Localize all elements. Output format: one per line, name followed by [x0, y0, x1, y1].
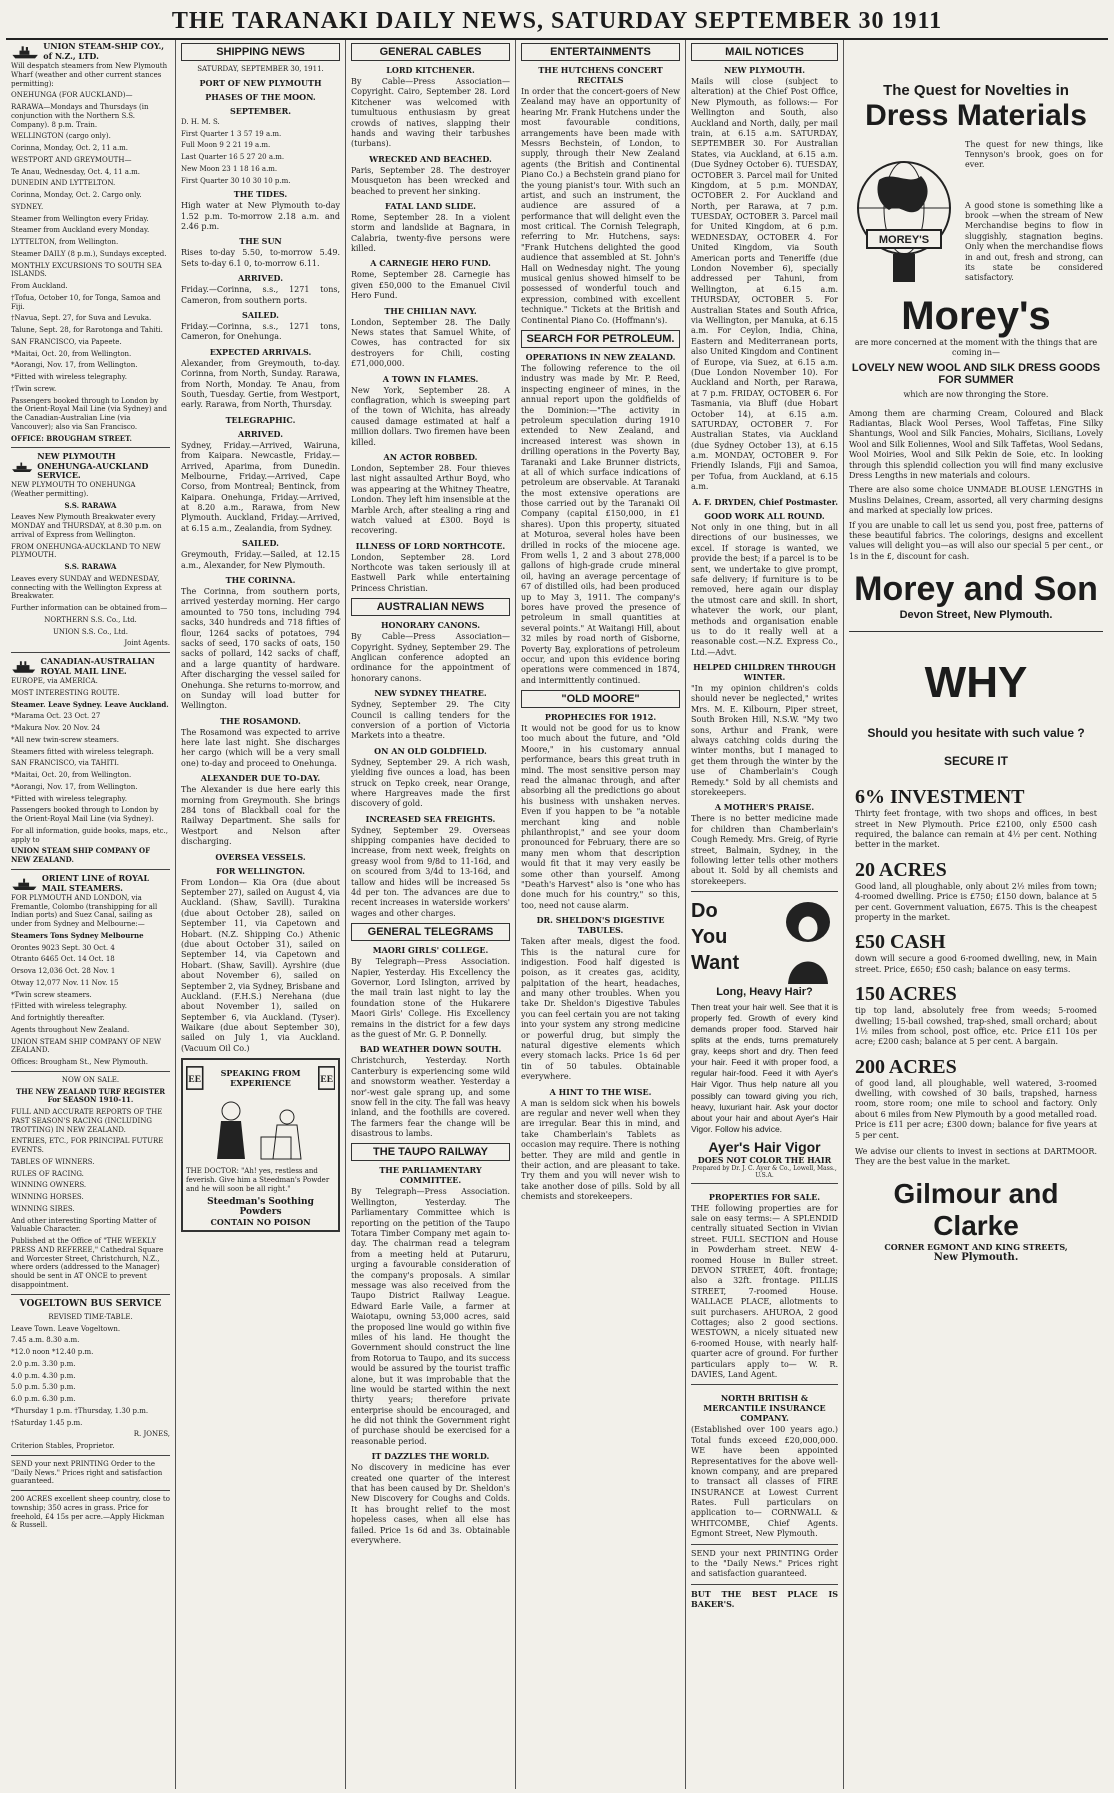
svg-text:EE: EE — [188, 1074, 202, 1086]
taupo-subheading: THE PARLIAMENTARY COMMITTEE. — [379, 1165, 482, 1186]
hair-want: Want — [691, 952, 740, 975]
mail-text: Mails will close (subject to alteration) at the Chief Post Office, New Plymouth, as follows:— For Wellington and South, also Auckland and North, daily, per mail train, at 6.15 a.m. SATURDAY, SEPTEMBER 30. For Australian States, via Auckland, at 6.15 a.m. (Due Sydney October 6). TUESDAY, OCTOBER 3. Parcel mail for United Kingdom, at 5 p.m. MONDAY, OCTOBER 2. For Auckland and North, per Rarawa, at 7 p.m. TUESDAY, OCTOBER 3. Parcel mail for United Kingdom, at 6 p.m. WEDNESDAY, OCTOBER 4. For United Kingdom, via South American ports and Teneriffe (due London November 6), specially addressed per Tahuni, from Wellington, at 6.15 a.m. THURSDAY, OCTOBER 5. For Australian States and South Africa, via Wellington, per Manuka, at 6.15 a.m. For Ceylon, India, China, Eastern and Mediterranean ports, also United Kingdom and Continent of Europe, via Suez, at 6.15 a.m. (Due London November 10). For Auckland and North, per Rarawa, at 7 p.m. FRIDAY, OCTOBER 6. For Tasmania, via Bluff (due Hobart October 14), at 6.15 a.m. SATURDAY, OCTOBER 7. For Australian States, via Auckland (due Sydney October 13), at 6.15 a.m. MONDAY, OCTOBER 9. For Friendly Islands, Fiji and Samoa, per Tofua, from Auckland, at 6.15 a.m. — [691, 77, 838, 492]
mail-notices-header: MAIL NOTICES — [691, 43, 838, 61]
weather-text: Christchurch, Yesterday. North Canterbury is experiencing some wild and snowstorm weather. Yesterday a nor'-west gale sprang up, and some snow fell in the city. The fall was heavy inland, and the foothills are covered. The farmers fear the change will be disastrous to lambs. — [351, 1056, 510, 1139]
union-line: From Auckland. — [11, 282, 68, 290]
onehunga-line: FROM ONEHUNGA-AUCKLAND TO NEW PLYMOUTH. — [11, 542, 161, 560]
union-line: Corinna, Monday, Oct. 2, 11 a.m. — [11, 144, 129, 152]
investment-text: Thirty feet frontage, with two shops and offices, in best street in New Plymouth. Price £2100, only £500 cash required, the balance can remain at 4½ per cent. Nothing better in the market. — [855, 809, 1097, 850]
concert-text: In order that the concert-goers of New Zealand may have an opportunity of hearing Mr. Frank Hutchens under the most favourable conditions, arrangements have been made with Messrs Bechstein, of London, to supply, through their New Zealand agents (the British and Continental Piano Co.) a Bechstein grand piano for the young pianist's tour. With such an artist, and such an instrument, the audience are assured of a performance that will delight even the most critical. The Cornish Telegraph, referring to Mr. Hutchens, says: "Frank Hutchens delighted the good audience that assembled at St. John's Hall on Wednesday night. The young musical genius showed himself to be possessed of wonderful touch and expression, combined with excellent technique." Tickets at the British and Continental Piano Co. (Hoffmann's). — [521, 87, 680, 325]
tides-text: High water at New Plymouth to-day 1.52 p.m. To-morrow 2.18 a.m. and 2.46 p.m. — [181, 201, 340, 232]
canadian-line: *All new twin-screw steamers. — [11, 735, 119, 744]
canadian-line: Passengers booked through to London by the Orient-Royal Mail Line (via Sydney). — [11, 806, 159, 824]
insurance-heading: NORTH BRITISH & MERCANTILE INSURANCE COMPANY. — [703, 1393, 826, 1424]
orient-line: FOR PLYMOUTH AND LONDON, via Fremantle, Colombo (transhipping for all Indian ports) and Suez Canal, sailing as under from Sydney and Melbourne:— — [11, 893, 158, 929]
union-line: MONTHLY EXCURSIONS TO SOUTH SEA ISLANDS. — [11, 261, 162, 279]
steamship-icon — [11, 874, 38, 894]
hesitate-line: Should you hesitate with such value ? — [867, 726, 1085, 741]
bus-line: Leave Town. Leave Vogeltown. — [11, 1324, 121, 1333]
onehunga-line: Leaves New Plymouth Breakwater every MONDAY and THURSDAY, at 8.30 p.m. on arrival of Express from Wellington. — [11, 513, 162, 539]
quest-title: The Quest for Novelties in — [883, 82, 1069, 99]
canadian-line: *Makura Nov. 20 Nov. 24 — [11, 724, 101, 733]
sheep-text: 200 ACRES excellent sheep country, close to township; 350 acres in grass. Price for freehold, £4 15s per acre.—Apply Hickman & Russell. — [11, 1495, 170, 1530]
acres200-text: of good land, all ploughable, well watered, 3-roomed dwelling, with cowshed of 30 bails, trapshed, harness room, store room; one mile to school and factory. Only about 6 miles from New Plymouth by a good metalled road. Price is £11 per acre; £300 down; balance for five years at 5 per cent. — [855, 1078, 1097, 1140]
morey-son-title: Morey and Son — [854, 570, 1098, 609]
turf-line: NOW ON SALE. — [61, 1075, 120, 1084]
sheep-ad — [11, 1490, 170, 1530]
devon-address: Devon Street, New Plymouth. — [899, 609, 1053, 622]
ee-brand: Steedman's Soothing Powders — [207, 1196, 314, 1217]
union-line: Te Anau, Wednesday, Oct. 4, 11 a.m. — [11, 167, 141, 176]
globe-label: MOREY'S — [878, 233, 930, 246]
overseas-text: From London— Kia Ora (due about September 27), sailed on August 4, via Auckland. (Shaw, Savill). Turakina (due about October 28), sailed on September 11, via Capetown and Hobart. (N.Z. Shipping Co.) Athenic (due about October 31), sailed on September 14, via Capetown and Hobart. (Shaw, Savill). Ayrshire (due about November 6), sailed on September 2, via Sydney, Brisbane and Auckland. (F.H.S.) Nerehana (due about November 1), sailed on September 6, via Auckland. (Tyser). Waikare (due about September 30), sailed on July 1, via Auckland. (Vacuum Oil Co.) — [181, 877, 340, 1053]
robbed-text: London, September 28. Four thieves last night assaulted Arthur Boyd, who was appearing at the Whitney Theatre, London. They left him insensible at the Marble Arch, after stealing a ring and watch valued at £300. Boyd is recovering. — [351, 463, 510, 536]
bakers-text: BUT THE BEST PLACE IS BAKER'S. — [691, 1588, 838, 1610]
onehunga-line: NEW PLYMOUTH TO ONEHUNGA (Weather permitting). — [11, 481, 136, 498]
bus-line: †Saturday 1.45 p.m. — [11, 1418, 83, 1427]
union-header — [11, 42, 170, 62]
union-line: Steamer DAILY (8 p.m.), Sundays excepted. — [11, 249, 167, 258]
corinna-heading: THE CORINNA. — [225, 575, 296, 586]
svg-text:EE: EE — [319, 1074, 333, 1086]
canons-text: By Cable—Press Association—Copyright. Sydney, September 29. The Anglican conference adopted an ordinance for the appointment of honorary canons. — [351, 632, 510, 683]
columns — [6, 40, 1108, 1789]
concert-heading: THE HUTCHENS CONCERT RECITALS — [538, 65, 663, 85]
call-text: If you are unable to call let us send you, post free, patterns of these beautiful fabrics. The colorings, designs and excellent values will delight you—as will also our special 5 per cent., or 1s in the £, discount for cash. — [849, 520, 1103, 561]
lovely-title: LOVELY NEW WOOL AND SILK DRESS GOODS FOR SUMMER — [851, 362, 1101, 387]
union-line: †Navua, Sept. 27, for Suva and Levuka. — [11, 314, 152, 323]
canadian-line: *Aorangi, Nov. 17, from Wellington. — [11, 782, 138, 791]
insurance-text: (Established over 100 years ago.) Total funds exceed £20,000,000. WE have been appointed Representatives for the above well-known company, and are prepared to transact all classes of FIRE INSURANCE at Lowest Current Rates. Full particulars on application to— CORNWALL & WHITCOMBE, Chief Agents. Egmont Street, New Plymouth. — [691, 1425, 838, 1539]
taupo-text: By Telegraph—Press Association. Wellington, Yesterday. The Parliamentary Committee which is reporting on the petition of the Taupo Totara Timber Company met again to-day. The chairman read a telegram from a meeting held at Putaruru, urging a favourable consideration of the company's proposals. A similar message was also received from the Taupo District Railway League. Edward Earle Vaile, a farmer at Waiotapu, owning 53,000 acres, said the proposed line would go within five miles of his land. He thought the Government should construct the line from Rotorua to Taupo, and its success would be assured by the tourist traffic alone, but it was improbable that the line would be started within the next thirty years; therefore private enterprise should be encouraged, and he did not think the Government right of purchase should be exercised for a reasonable period. — [351, 1187, 510, 1446]
hair-maker: Prepared by Dr. J. C. Ayer & Co., Lowell, Mass., U.S.A. — [692, 1164, 837, 1179]
quest-text-2: A good stone is something like a brook —when the stream of New Merchandise begins to flow in sluggishly, stagnation begins. Only when the merchandise flows in and out, fresh and strong, can its state be considered satisfactory. — [965, 200, 1103, 283]
union-line: WELLINGTON (cargo only). — [11, 132, 111, 141]
canadian-line: *Marama Oct. 23 Oct. 27 — [11, 712, 101, 721]
corner-address: CORNER EGMONT AND KING STREETS, — [884, 1241, 1068, 1252]
maori-heading: MAORI GIRLS' COLLEGE. — [372, 945, 489, 956]
acres200-heading: 200 ACRES — [855, 1055, 957, 1078]
tides-heading: THE TIDES. — [233, 189, 288, 200]
moon-row: First Quarter 30 10 30 10 p.m. — [181, 176, 291, 185]
navy-text: London, September 28. The Daily News states that Samuel White, of Cowes, has contracted for six destroyers for Chili, costing £71,000,000. — [351, 317, 510, 369]
theatre-text: Sydney, September 29. The City Council is calling tenders for the conversion of a portion of Victoria Markets into a theatre. — [351, 700, 510, 741]
expected-text: Alexander, from Greymouth, to-day. Corinna, from North, Sunday. Rarawa, from North, Monday. Te Anau, from South, Tuesday. Gertie, from Westport, early. Rarawa, from North, Thursday. — [181, 358, 340, 410]
acres150-text: tip top land, absolutely free from weeds; 5-roomed dwelling; 15-bail cowshed, trap-shed, small orchard; about 1½ miles from school, post office, etc. Price £11 10s per acre; £200 cash; balance at 5 per cent. A bargain. — [855, 1006, 1097, 1047]
among-text: Among them are charming Cream, Coloured and Black Radiantas, Black Wool Perses, Wool Taffetas, Fine Silky Shantungs, Wool and Silk Fancies, Mohairs, Sicilians, Lovely Wool and Silk Eoliennes, Wool and Silk Taffetas, Wool Sedans, Wool Moiries, Wool and Silk Pekin de Soie, etc. In looking through this splendid collection you will find many exclusive Dress Lengths in new materials and colours. — [849, 408, 1103, 481]
orient-line: Otway 12,077 Nov. 11 Nov. 15 — [11, 978, 119, 987]
canadian-line: Steamers fitted with wireless telegraph. — [11, 747, 154, 756]
print-order-2: SEND your next PRINTING Order to the "Daily News." Prices right and satisfaction guaranteed. — [691, 1548, 838, 1579]
dazzles-heading: IT DAZZLES THE WORLD. — [371, 1451, 490, 1462]
orient-line: Offices: Brougham St., New Plymouth. — [11, 1058, 149, 1067]
canadian-line: *Fitted with wireless telegraphy. — [11, 794, 127, 803]
acres20-heading: 20 ACRES — [855, 858, 947, 881]
hair-text: Then treat your hair well. See that it is properly fed. Growth of every kind demands proper food. Starved hair splits at the ends, turns prematurely gray, keeps short and dry. Then feed your hair. Feed it with proper food, a regular hair-food. Feed it with Ayer's Hair Vigor. Thus help nature all you possibly can toward giving you rich, heavy, luxuriant hair. Ask your doctor about your hair and about Ayer's Hair Vigor. Follow his advice. — [691, 1002, 838, 1134]
moon-row: D. H. M. S. — [181, 117, 220, 126]
orient-line: Orsova 12,036 Oct. 28 Nov. 1 — [11, 967, 116, 976]
flames-heading: A TOWN IN FLAMES. — [382, 373, 479, 384]
moon-month: SEPTEMBER. — [229, 105, 292, 116]
northcote-heading: ILLNESS OF LORD NORTHCOTE. — [355, 540, 506, 551]
robbed-heading: AN ACTOR ROBBED. — [383, 451, 478, 462]
steamship-icon — [11, 657, 36, 677]
new-plymouth-line: New Plymouth. — [933, 1251, 1019, 1263]
union-lines — [11, 91, 170, 443]
alexander-text: The Alexander is due here early this morning from Greymouth. She brings 284 tons of Blackball coal for the Railway Department. She sails for Westport and Nelson after discharging. — [181, 785, 340, 847]
flames-text: New York, September 28. A conflagration, which is sweeping part of the town of Wichita, has already caused damage estimated at half a million dollars. Two firemen have been killed. — [351, 385, 510, 447]
doctor-child-illustration — [191, 1093, 331, 1163]
kitchener-text: By Cable—Press Association—Copyright. Cairo, September 28. Lord Kitchener was welcomed with tumultuous enthusiasm by great crowds of natives, slapping their hands and waving their tarbushes (turbans). — [351, 77, 510, 149]
bus-head: VOGELTOWN BUS SERVICE — [19, 1298, 162, 1309]
canadian-head: CANADIAN-AUSTRALIAN ROYAL MAIL LINE. — [40, 656, 155, 677]
canadian-ad — [11, 652, 170, 865]
sailed-heading: SAILED. — [242, 309, 279, 320]
column-shipping-news — [176, 40, 346, 1789]
orient-line: UNION STEAM SHIP COMPANY OF NEW ZEALAND. — [11, 1037, 162, 1055]
secure-line: SECURE IT — [943, 754, 1008, 769]
landslide-heading: FATAL LAND SLIDE. — [385, 200, 476, 211]
ee-logo-icon — [186, 1063, 204, 1093]
orient-line: Orontes 9023 Sept. 30 Oct. 4 — [11, 943, 115, 952]
petroleum-header: SEARCH FOR PETROLEUM. — [521, 330, 680, 348]
ee-logo-icon — [318, 1063, 336, 1093]
steamship-icon — [11, 457, 33, 477]
turf-line: RULES OF RACING. — [11, 1169, 84, 1178]
bus-line: 4.0 p.m. 4.30 p.m. — [11, 1371, 76, 1380]
bus-line: R. JONES, — [133, 1430, 170, 1439]
ayers-hair-ad — [691, 891, 838, 1179]
orient-line: Steamers Tons Sydney Melbourne — [11, 930, 144, 940]
orient-head: ORIENT LINE of ROYAL MAIL STEAMERS. — [41, 873, 150, 893]
overseas-heading: OVERSEA VESSELS. — [215, 851, 306, 862]
onehunga-line: NORTHERN S.S. Co., Ltd. — [44, 615, 137, 624]
canadian-line: Steamer. Leave Sydney. Leave Auckland. — [11, 699, 169, 709]
insurance-ad — [691, 1384, 838, 1539]
orient-line: Agents throughout New Zealand. — [11, 1025, 130, 1034]
union-line: SYDNEY. — [11, 202, 44, 211]
australian-news-header: AUSTRALIAN NEWS — [351, 598, 510, 616]
onehunga-head: NEW PLYMOUTH ONEHUNGA-AUCKLAND SERVICE. — [37, 451, 149, 481]
bakers-ad — [691, 1584, 838, 1610]
union-line: OFFICE: BROUGHAM STREET. — [11, 433, 132, 443]
carnegie-heading: A CARNEGIE HERO FUND. — [370, 258, 491, 269]
column-shipping-ads — [6, 40, 176, 1789]
gilmour-clarke-ad — [849, 631, 1103, 1271]
rosamond-heading: THE ROSAMOND. — [220, 715, 301, 726]
union-line: WESTPORT AND GREYMOUTH— — [11, 155, 132, 164]
bus-line: 7.45 a.m. 8.30 a.m. — [11, 1336, 80, 1345]
canadian-line: MOST INTERESTING ROUTE. — [11, 688, 120, 697]
corinna-text: The Corinna, from southern ports, arrived yesterday morning. Her cargo amounted to 750 tons, including 794 sacks, 340 hundreds and 718 fifties of flour, 1264 sacks of potatoes, 794 sacks of seed, 170 sacks of oats, 150 sacks of pollard, 142 sacks of chaff, and a large quantity of hardware. After discharging the vessel sailed for Onehunga. She returns to-morrow, and on Sunday will load butter for Wellington. — [181, 587, 340, 711]
maori-text: By Telegraph—Press Association. Napier, Yesterday. His Excellency the Governor, Lord Islington, arrived by the mail train last night to lay the foundation stone of the Hukarere Maori Girls' College. His Excellency remains in the district for a few days as the guest of Mr. G. P. Donnelly. — [351, 957, 510, 1039]
petroleum-subheading: OPERATIONS IN NEW ZEALAND. — [525, 351, 676, 362]
union-head: UNION STEAM-SHIP COY., of N.Z., LTD. — [43, 41, 165, 61]
onehunga-line: Joint Agents. — [124, 639, 170, 648]
hair-you: You — [691, 926, 728, 949]
union-line: *Maitai, Oct. 20, from Wellington. — [11, 349, 132, 358]
orient-line: †Fitted with wireless telegraphy. — [11, 1002, 127, 1011]
moon-row: Last Quarter 16 5 27 20 a.m. — [181, 153, 285, 161]
canadian-line: UNION STEAM SHIP COMPANY OF NEW ZEALAND. — [11, 846, 151, 865]
entertainments-header: ENTERTAINMENTS — [521, 43, 680, 61]
union-line: Talune, Sept. 28, for Rarotonga and Tahiti. — [11, 326, 163, 334]
ee-head: SPEAKING FROM EXPERIENCE — [220, 1068, 301, 1089]
shipping-news-header: SHIPPING NEWS — [181, 43, 340, 61]
bus-line: 5.0 p.m. 5.30 p.m. — [11, 1383, 76, 1392]
moon-row: New Moon 23 1 18 16 a.m. — [181, 164, 278, 173]
theatre-heading: NEW SYDNEY THEATRE. — [374, 688, 487, 699]
turf-line: FULL AND ACCURATE REPORTS OF THE PAST SEASON'S RACING (INCLUDING TROTTING) IN NEW ZEALAND. — [11, 1108, 163, 1134]
union-line: †Twin screw. — [11, 384, 57, 393]
bus-line: 2.0 p.m. 3.30 p.m. — [11, 1359, 76, 1368]
telegraphic-heading: TELEGRAPHIC. — [225, 414, 296, 425]
canadian-line: For all information, guide books, maps, etc., apply to — [11, 826, 169, 844]
sailed2-heading: SAILED. — [242, 538, 279, 549]
rosamond-text: The Rosamond was expected to arrive here late last night. She discharges her cargo (which will be a very small one) to-day and proceed to Onehunga. — [181, 727, 340, 768]
union-line: SAN FRANCISCO, via Papeete. — [11, 337, 122, 346]
port-heading: PORT OF NEW PLYMOUTH — [199, 77, 322, 88]
arrived-heading: ARRIVED. — [238, 273, 283, 284]
acres20-text: Good land, all ploughable, only about 2½ miles from town; 4-roomed dwelling. Price is £750; £150 down, balance at 5 per cent. Government valuation, £675. This is the cheapest property in the market. — [855, 881, 1097, 922]
gold-heading: ON AN OLD GOLDFIELD. — [374, 745, 487, 756]
turf-ad — [11, 1071, 170, 1290]
bus-line: REVISED TIME-TABLE. — [48, 1312, 133, 1321]
quest-text-1: The quest for new things, like Tennyson's brook, goes on for ever. — [965, 139, 1103, 170]
cash-heading: £50 CASH — [855, 931, 946, 954]
lovely-text: which are now thronging the Store. — [903, 390, 1049, 400]
steedmans-ad — [181, 1058, 340, 1231]
sun-text: Rises to-day 5.50, to-morrow 5.49. Sets to-day 6.1 0, to-morrow 6.11. — [181, 248, 340, 268]
column-entertainments — [516, 40, 686, 1789]
union-intro: Will despatch steamers from New Plymouth Wharf (weather and other current stances permitting): — [11, 62, 168, 88]
landslide-text: Rome, September 28. In a violent storm and landslide at Bagnara, in Calabria, twenty-five persons were killed. — [351, 212, 510, 254]
union-line: RARAWA—Mondays and Thursdays (in conjunction with the Northern S.S. Company). 8 p.m. Train. — [11, 103, 149, 129]
turf-line: WINNING SIRES. — [11, 1204, 75, 1213]
sailed-text: Friday.—Corinna, s.s., 1271 tons, Cameron, for Onehunga. — [181, 321, 340, 342]
general-telegrams-header: GENERAL TELEGRAMS — [351, 923, 510, 941]
bus-line: *12.0 noon *12.40 p.m. — [11, 1348, 94, 1357]
work-heading: GOOD WORK ALL ROUND. — [704, 511, 825, 522]
sheldon-text: Taken after meals, digest the food. This is the natural cure for indigestion. Food half digested is poison, as it creates gas, acidity, palpitation of the heart, headaches, and many other troubles. When you take Dr. Sheldon's Digestive Tabules you can feel certain you are not taking into your system any strong medicine or powerful drug, but simply the natural digestive elements which every stomach lacks. Price 1s 6d per tin of 50 tabules. Obtainable everywhere. — [521, 937, 680, 1082]
mother-heading: A MOTHER'S PRAISE. — [714, 802, 815, 813]
orient-ad — [11, 869, 170, 1067]
weather-heading: BAD WEATHER DOWN SOUTH. — [359, 1044, 502, 1055]
moon-heading: PHASES OF THE MOON. — [205, 91, 316, 102]
turf-line: WINNING HORSES. — [11, 1193, 84, 1202]
print-order: SEND your next PRINTING Order to the "Daily News." Prices right and satisfaction guaranteed. — [11, 1459, 163, 1486]
postmaster: A. F. DRYDEN, Chief Postmaster. — [692, 496, 838, 507]
bus-line: 6.0 p.m. 6.30 p.m. — [11, 1395, 76, 1404]
union-line: ONEHUNGA (FOR AUCKLAND)— — [11, 91, 133, 100]
advise-text: We advise our clients to invest in sections at DARTMOOR. They are the best value in the market. — [855, 1147, 1097, 1167]
old-moore-subheading: PROPHECIES FOR 1912. — [544, 712, 657, 723]
dazzles-text: No discovery in medicine has ever created one quarter of the interest that has been caused by Dr. Sheldon's New Discovery for Coughs and Colds. It has brought relief to the most hopeless cases, when all else has failed. Price 1s 6d and 3s. Obtainable everywhere. — [351, 1463, 510, 1545]
moreys-title: Morey's — [901, 293, 1051, 338]
print-order-ad-2 — [691, 1544, 838, 1580]
turf-line: ENTRIES, ETC., FOR PRINCIPAL FUTURE EVENTS. — [11, 1137, 164, 1155]
arrived2-text: Sydney, Friday.—Arrived, Wairuna, from Kaipara. Newcastle, Friday.—Arrived, Aparima, from Dunedin. Melbourne, Friday.—Arrived, Cape Corso, from Montreal; Bentinck, from Kaipara. Onehunga, Friday.—Arrived, at 8.20 a.m., Rarawa, from New Plymouth. Auckland, Friday.—Arrived, at 6.15 a.m., Zealandia, from Sydney. — [181, 440, 340, 533]
freight-text: Sydney, September 29. Overseas shipping companies have decided to increase, from next week, freights on greasy wool from 9/8d to 11-16d, and on scoured from 3/4d to 13-16d, and tallow and hides will be increased 5s 4d per ton. The advances are due to recent increases in waterside workers' wages and other charges. — [351, 825, 510, 918]
freight-heading: INCREASED SEA FREIGHTS. — [365, 813, 496, 824]
print-order-ad — [11, 1455, 170, 1486]
arrived2-heading: ARRIVED. — [238, 428, 283, 439]
why-title: WHY — [924, 658, 1028, 708]
orient-line: Otranto 6465 Oct. 14 Oct. 18 — [11, 955, 115, 964]
northcote-text: London, September 28. Lord Northcote was taken seriously ill at Eastwell Park while entertaining Princess Christian. — [351, 552, 510, 593]
navy-heading: THE CHILIAN NAVY. — [384, 305, 477, 316]
children-heading: HELPED CHILDREN THROUGH WINTER. — [693, 662, 836, 683]
globe-illustration — [849, 140, 959, 290]
gold-text: Sydney, September 29. A rich wash, yielding five ounces a load, has been struck on Tepko creek, near Orange, where Hargreaves made the first discovery of gold. — [351, 757, 510, 809]
onehunga-ad — [11, 447, 170, 648]
turf-line: WINNING OWNERS. — [11, 1181, 87, 1190]
column-advertisements — [844, 40, 1108, 1789]
masthead-title: THE TARANAKI DAILY NEWS, SATURDAY SEPTEMBER 30 1911 — [171, 7, 943, 34]
children-text: "In my opinion children's colds should never be neglected," writes Mrs. M. E. Kilbourn, Piper street, South Broken Hill, N.S.W. "My two sons, Arthur and Frank, were always catching colds during the winter months, but I managed to get them through the winter by the use of Chamberlain's Cough Remedy." Sold by all chemists and storekeepers. — [691, 684, 838, 797]
shipping-date: SATURDAY, SEPTEMBER 30, 1911. — [197, 65, 324, 73]
hair-long: Long, Heavy Hair? — [716, 986, 813, 999]
orient-line: *Twin screw steamers. — [11, 990, 92, 999]
bus-ad — [11, 1294, 170, 1451]
sailed2-text: Greymouth, Friday.—Sailed, at 12.15 a.m., Alexander, for New Plymouth. — [181, 550, 340, 570]
expected-heading: EXPECTED ARRIVALS. — [209, 346, 312, 357]
investment-heading: 6% INVESTMENT — [855, 786, 1025, 809]
carnegie-text: Rome, September 28. Carnegie has given £50,000 to the Emanuel Civil Hero Fund. — [351, 270, 510, 301]
mail-town: NEW PLYMOUTH. — [723, 65, 806, 75]
moon-row: First Quarter 1 3 57 19 a.m. — [181, 129, 282, 138]
onehunga-line: S.S. RARAWA — [64, 500, 117, 510]
onehunga-line: S.S. RARAWA — [64, 562, 117, 572]
column-cables — [346, 40, 516, 1789]
union-line: *Fitted with wireless telegraphy. — [11, 373, 127, 381]
arrived-text: Friday.—Corinna, s.s., 1271 tons, Cameron, from southern ports. — [181, 285, 340, 305]
canadian-line: EUROPE, via AMERICA. — [11, 677, 98, 686]
old-moore-header: "OLD MOORE" — [521, 690, 680, 708]
acres150-heading: 150 ACRES — [855, 983, 957, 1006]
column-mail-notices — [686, 40, 844, 1789]
canadian-line: *Maitai, Oct. 20, from Wellington. — [11, 771, 132, 780]
properties-sale-ad — [691, 1183, 838, 1381]
overseas-subheading: FOR WELLINGTON. — [216, 865, 305, 876]
wrecked-text: Paris, September 28. The destroyer Mousqueton has been wrecked and beached to prevent her sinking. — [351, 165, 510, 196]
canadian-line: SAN FRANCISCO, via TAHITI. — [11, 759, 120, 768]
union-line: †Tofua, October 10, for Tonga, Samoa and Fiji. — [11, 293, 161, 311]
wrecked-heading: WRECKED AND BEACHED. — [369, 153, 492, 164]
taupo-header: THE TAUPO RAILWAY — [351, 1143, 510, 1161]
old-moore-text: It would not be good for us to know too much about the future, and "Old Moore," in his customary annual performance, bears this great truth in mind. The most sensitive person may read the almanac through, and after absorbing all the predictions go about his business with unshaken nerves. Even if you happen to be "a notable merchant king and noble philanthropist," and see your doom pronounced for February, there are so many men whom that description would fit that it may very easily be some other than yourself. Among "Death's Harvest" also is "one who has done much for his country," so this, too, need not cause alarm. — [521, 724, 680, 910]
onehunga-line: Leaves every SUNDAY and WEDNESDAY, connecting with the Wellington Express at Breakwater. — [11, 574, 162, 601]
sale-heading: PROPERTIES FOR SALE. — [708, 1191, 821, 1202]
union-line: Steamer from Auckland every Monday. — [11, 226, 150, 235]
union-line: *Aorangi, Nov. 17, from Wellington. — [11, 361, 138, 370]
bus-line: Criterion Stables, Proprietor. — [11, 1442, 115, 1451]
masthead — [6, 4, 1108, 40]
blouse-text: There are also some choice UNMADE BLOUSE LENGTHS in Muslins Delaines, Cream, assorted, all very charming designs and marked at specially low prices. — [849, 485, 1103, 516]
ee-contain: CONTAIN NO POISON — [210, 1216, 311, 1227]
sheldon-heading: DR. SHELDON'S DIGESTIVE TABULES. — [536, 915, 665, 936]
union-line: Corinna, Monday, Oct. 2. Cargo only. — [11, 191, 142, 199]
general-cables-header: GENERAL CABLES — [351, 43, 510, 61]
turf-line: THE NEW ZEALAND TURF REGISTER For SEASON 1910-11. — [15, 1086, 166, 1105]
onehunga-line: Further information can be obtained from— — [11, 604, 168, 613]
gilmour-title: Gilmour and Clarke — [893, 1177, 1059, 1241]
turf-line: And other interesting Sporting Matter of Valuable Character. — [11, 1216, 157, 1234]
hair-do: Do — [691, 900, 718, 923]
dress-title: Dress Materials — [865, 99, 1087, 132]
mother-text: There is no better medicine made for children than Chamberlain's Cough Remedy. Mrs. Greig, of Ryrie street, Balmain, Sydney, in the following letter tells other mothers about it. Sold by all chemists and storekeepers. — [691, 814, 838, 886]
ee-caption: THE DOCTOR: "Ah! yes, restless and feverish. Give him a Steedman's Powder and he will soon be all right." — [186, 1167, 330, 1193]
steamship-icon — [11, 42, 39, 62]
onehunga-line: UNION S.S. Co., Ltd. — [53, 627, 128, 636]
alexander-heading: ALEXANDER DUE TO-DAY. — [200, 773, 321, 784]
hint-heading: A HINT TO THE WISE. — [549, 1086, 652, 1097]
orient-line: And fortnightly thereafter. — [11, 1014, 105, 1023]
kitchener-heading: LORD KITCHENER. — [386, 65, 475, 75]
moreys-text: are more concerned at the moment with the things that are coming in— — [854, 337, 1098, 357]
moon-row: Full Moon 9 2 21 19 a.m. — [181, 141, 271, 150]
hint-text: A man is seldom sick when his bowels are regular and never well when they are irregular. Bear this in mind, and take Chamberlain's Tablets as occasion may require. There is nothing better. They are mild and gentle in their action, and are pleasant to take. Try them and you will never wish to take another dose of pills. Sold by all chemists and storekeepers. — [521, 1098, 680, 1202]
union-line: DUNEDIN AND LYTTELTON. — [11, 179, 116, 188]
canons-heading: HONORARY CANONS. — [380, 620, 480, 631]
union-line: LYTTELTON, from Wellington. — [11, 238, 119, 246]
union-line: Passengers booked through to London by the Orient-Royal Mail Line (via Sydney) and the Canadian-Australian Line (via Vancouver); also via San Francisco. — [11, 396, 168, 431]
petroleum-text: The following reference to the oil industry was made by Mr. P. Reed, inspecting engineer of mines, in the annual report upon the goldfields of the Dominion:—"The activity in petroleum speculation during 1910 extended to New Zealand, and increased interest was shown in drilling operations in the Poverty Bay, Taranaki and Lake Brunner districts, at all of which surface indications of petroleum are observable. At Taranaki the most extensive operations are those carried out by the Taranaki Oil Company (capital £150,000, in £1 shares). Upon this property, situated at Moturoa, several holes have been drilled in rocks of the miocene age. From wells 1, 2 and 3 about 278,000 gallons of high-grade crude mineral oil, having an average percentage of 67 of distilled oils, had been produced up to May 3, 1911. The company's bores have proved the presence of petroleum in small quantities at several points." At Waitangi Hill, about 32 miles by road north of Gisborne, Poverty Bay, explorations of petroleum occur, and upon this evidence boring operations were commenced in 1874, and intermittently continued. — [521, 363, 680, 685]
turf-line: TABLES OF WINNERS. — [11, 1157, 95, 1166]
sun-heading: THE SUN — [239, 236, 282, 247]
union-line: Steamer from Wellington every Friday. — [11, 214, 149, 223]
work-text: Not only in one thing, but in all directions of our businesses, we excel. If storage is wanted, we provide the best; if a parcel is to be sent, we undertake to give prompt, safe delivery; if furniture is to be removed, here again our display the utmost care and skill. In short, whatever the work, our plant, methods and organisation enable us to do it really well at a reasonable cost.—N.Z. Express Co., Ltd.—Advt. — [691, 523, 838, 657]
bus-line: *Thursday 1 p.m. †Thursday, 1.30 p.m. — [11, 1406, 149, 1415]
cash-text: down will secure a good 6-roomed dwelling, new, in Main street. Price, £650; £50 cash; balance on easy terms. — [855, 954, 1097, 974]
sale-text: THE following properties are for sale on easy terms:— A SPLENDID centrally situated Section in Vivian street. FULL SECTION and House in Powderham street. NEW 4-roomed House in Buller street. DEVON STREET, 40ft. frontage; also a 32ft. frontage. PILLIS STREET, 7-roomed House. WALLACE PLACE, allotments to suit purchasers. AHUROA, 2 good Cottages; also 2 good sections. WESTOWN, a nicely situated new 6-roomed House, with nearly half-quarter acre of ground. For further particulars apply to— W. R. DAVIES, Land Agent. — [691, 1203, 838, 1379]
hair-tag: DOES NOT COLOR THE HAIR — [697, 1154, 832, 1165]
woman-portrait-illustration — [778, 898, 838, 984]
turf-line: Published at the Office of "THE WEEKLY PRESS AND REFEREE," Cathedral Square and Worcester Street, Christchurch, N.Z., where orders (addressed to the Manager) should be sent in AT ONCE to prevent disappointment. — [11, 1237, 164, 1289]
hair-brand: Ayer's Hair Vigor — [708, 1138, 821, 1155]
